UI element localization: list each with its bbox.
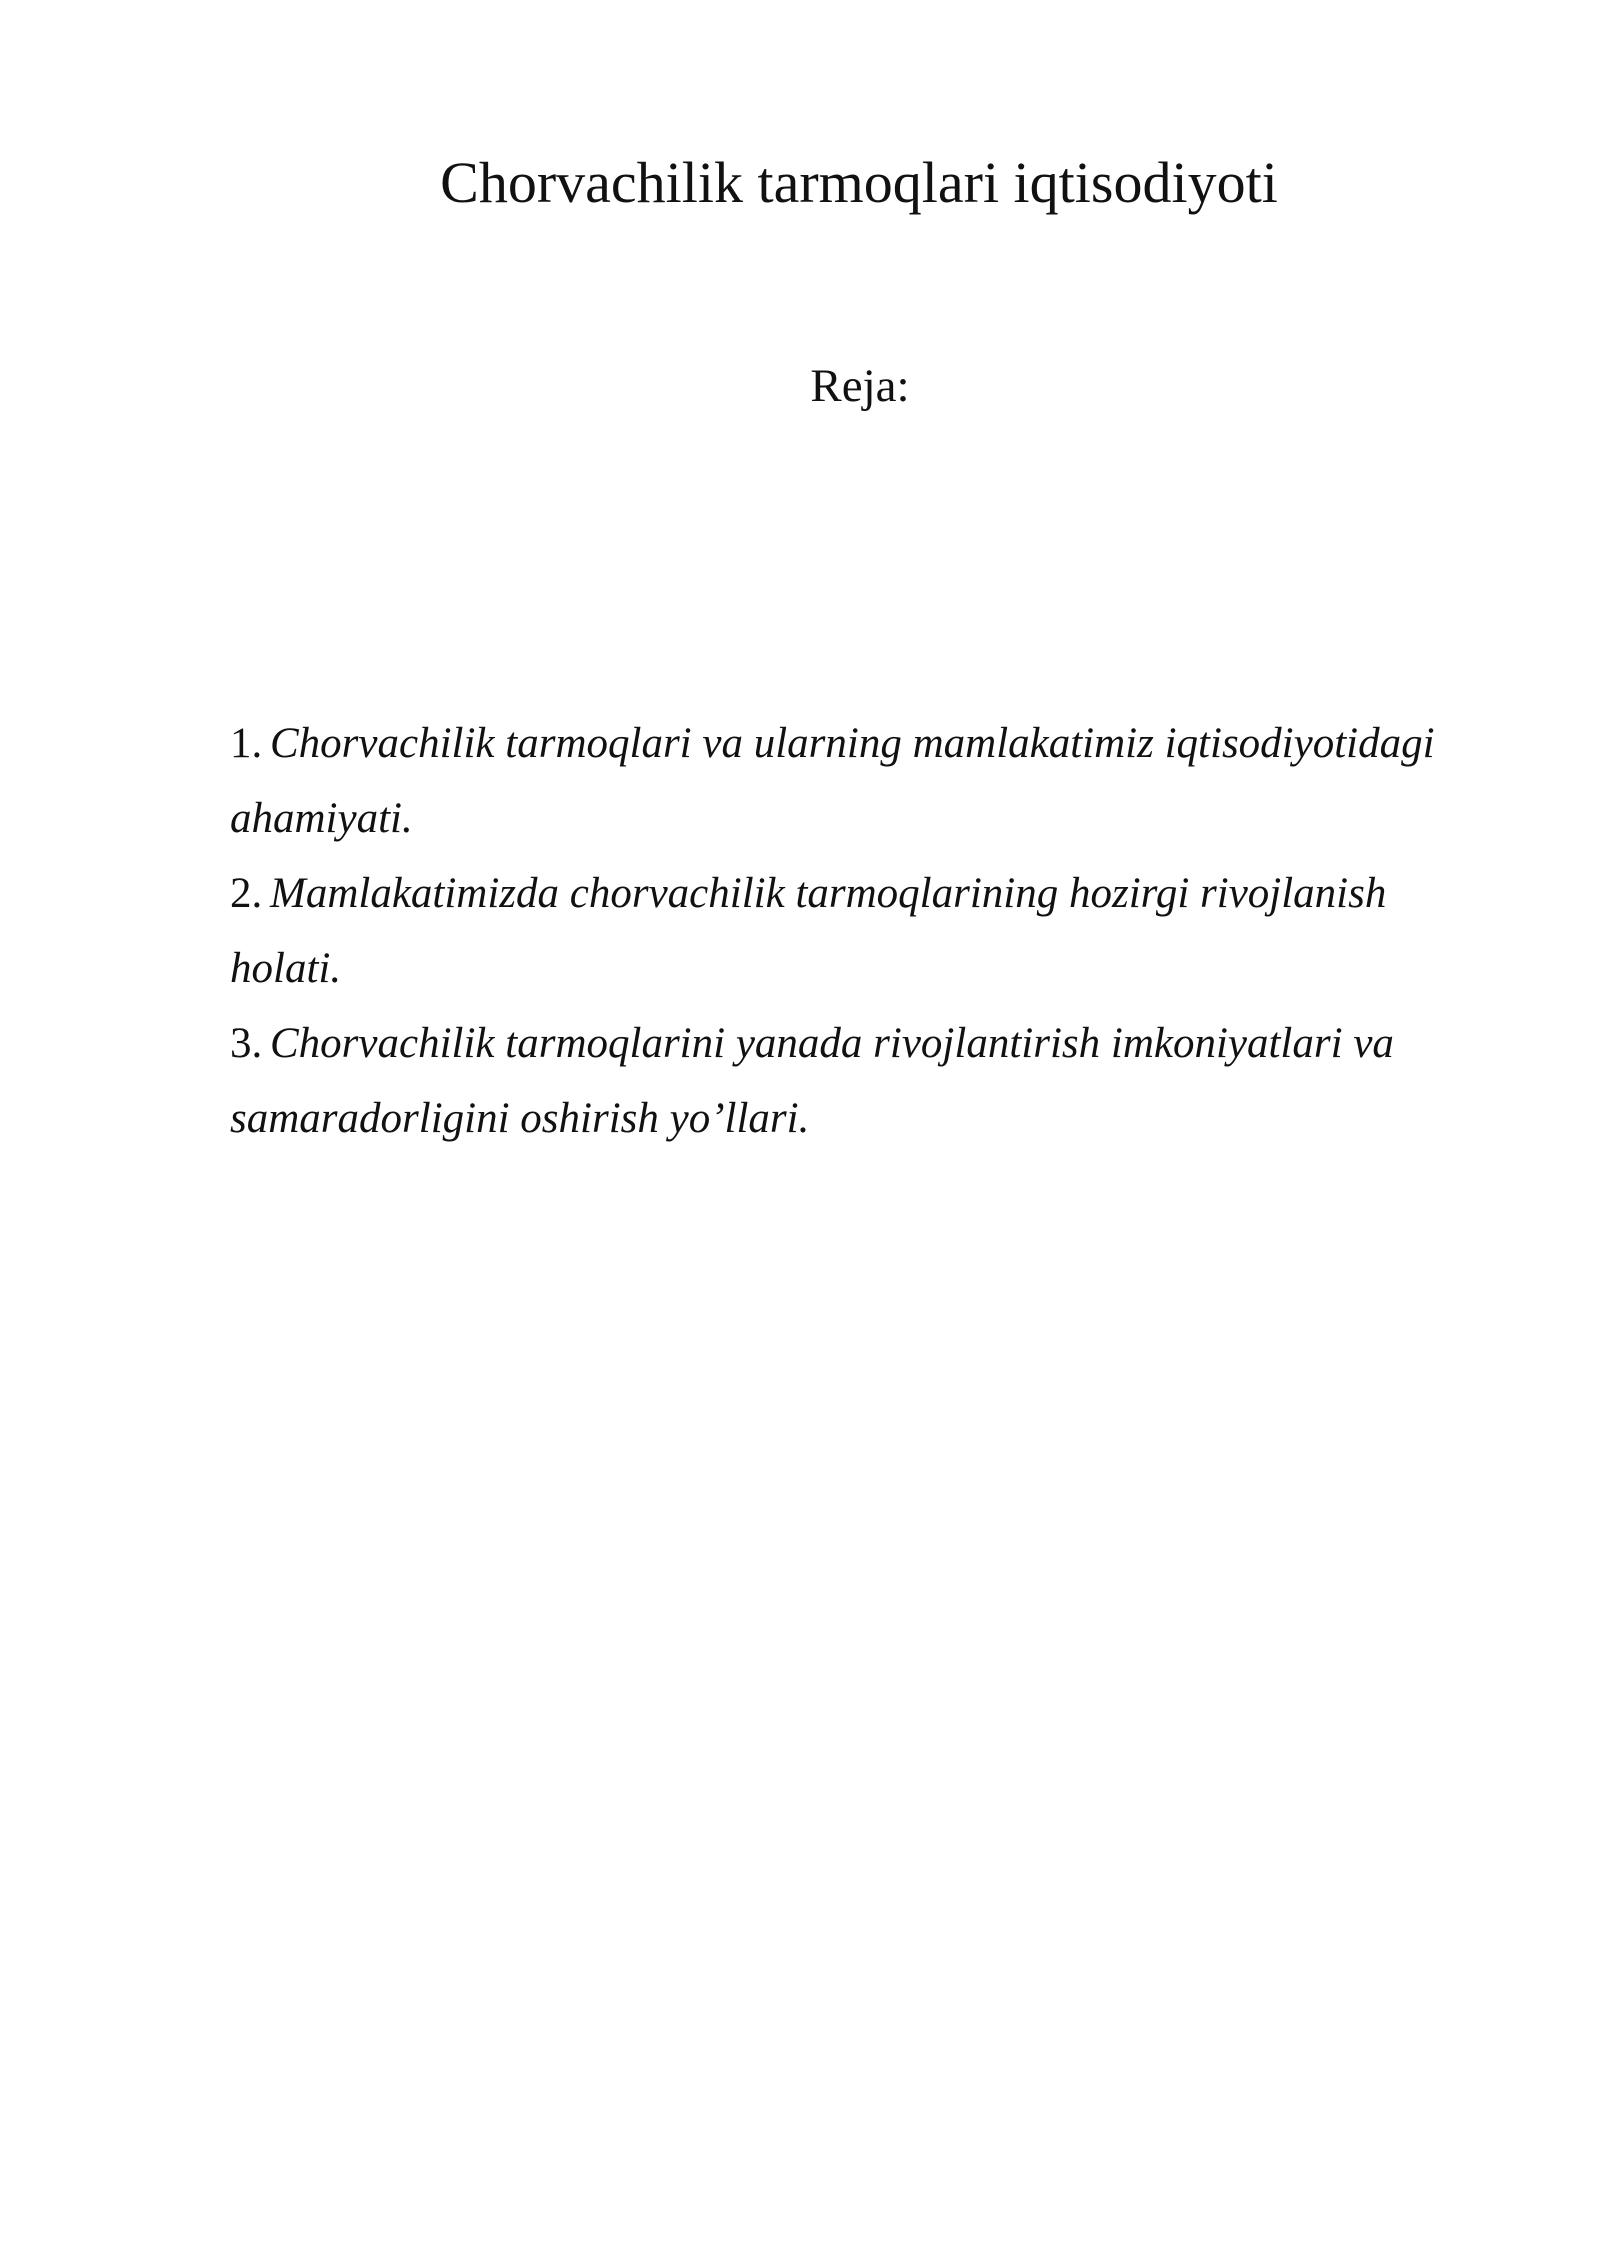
- plan-item-number: 3.: [230, 1020, 263, 1067]
- plan-item-1: [230, 706, 1470, 856]
- document-title: Chorvachilik tarmoqlari iqtisodiyoti: [440, 150, 1278, 215]
- plan-item-text: Chorvachilik tarmoqlarini yanada rivojlantirish imkoniyatlari va samaradorligini oshirish yo’llari.: [230, 1020, 1394, 1142]
- plan-item-number: 2.: [230, 870, 263, 917]
- plan-item-text: Mamlakatimizda chorvachilik tarmoqlarining hozirgi rivojlanish holati.: [230, 870, 1387, 992]
- plan-item-3: [230, 1006, 1470, 1156]
- plan-heading: Reja:: [810, 360, 910, 412]
- plan-item-2: [230, 856, 1470, 1006]
- plan-list: [230, 706, 1470, 1156]
- plan-item-text: Chorvachilik tarmoqlari va ularning mamlakatimiz iqtisodiyotidagi ahamiyati.: [230, 720, 1435, 842]
- plan-item-number: 1.: [230, 720, 263, 767]
